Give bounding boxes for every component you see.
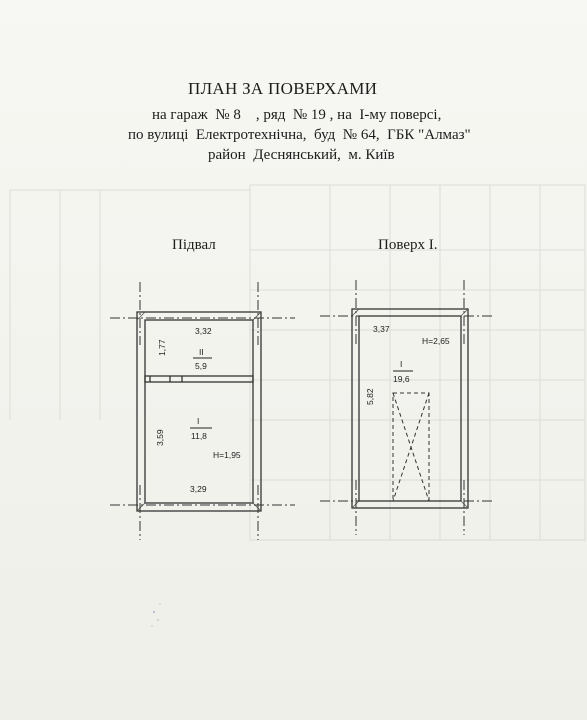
plan-title: ПЛАН ЗА ПОВЕРХАМИ [188,79,378,98]
room2-area: 5,9 [195,361,207,371]
floor1-room-number: I [400,359,403,369]
floor1-height: H=2,65 [422,336,450,346]
floor1-caption: Поверх І. [378,237,438,253]
floor1-dim-left: 5,82 [365,388,375,405]
room2-number: II [199,347,204,357]
room1-number: I [197,416,200,426]
basement-plan [110,282,295,540]
basement-dim-left-upper: 1,77 [157,339,167,356]
basement-dim-bottom: 3,29 [190,484,207,494]
floor1-outer-wall [352,309,468,508]
floor1-room-area: 19,6 [393,374,410,384]
district-line: район Деснянський, м. Київ [208,147,395,163]
basement-outer-wall [137,312,261,511]
basement-caption: Підвал [172,237,216,253]
floor1-dim-top: 3,37 [373,324,390,334]
inspection-pit [393,393,429,501]
address-line: по вулиці Електротехнічна, буд № 64, ГБК "Алмаз" [128,127,471,143]
basement-partition [145,376,253,382]
floor1-plan [320,280,495,535]
basement-dim-left-lower: 3,59 [155,429,165,446]
basement-height: H=1,95 [213,450,241,460]
basement-dim-top: 3,32 [195,326,212,336]
garage-info-line: на гараж № 8 , ряд № 19 , на І-му поверсі, [152,107,442,123]
scan-specks [151,603,161,627]
room1-area: 11,8 [191,431,207,441]
